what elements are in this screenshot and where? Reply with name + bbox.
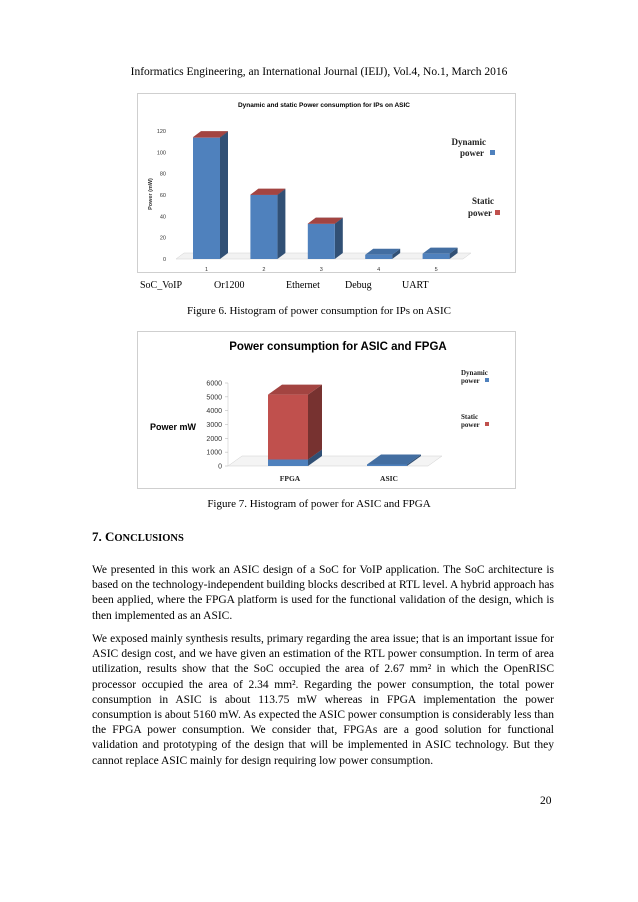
x-tick-label: ASIC xyxy=(380,474,398,483)
y-tick-label: 120 xyxy=(156,129,166,135)
legend-label: power xyxy=(468,208,492,218)
y-tick-label: 4000 xyxy=(206,408,222,416)
y-tick-label: 40 xyxy=(159,214,166,221)
legend-item xyxy=(461,413,489,429)
legend-label: Dynamic xyxy=(461,369,488,377)
section-number: 7. xyxy=(92,529,102,544)
paragraph: We presented in this work an ASIC design of a SoC for VoIP application. The SoC architecture is based on the technology-independent building blocks described at RTL level. A hybrid approach has been applied, where the FPGA platform is used for the functional validation of the design, which is then implemented as an ASIC. xyxy=(92,564,554,622)
y-axis-label: Power mW xyxy=(150,422,197,432)
x-tick-label: FPGA xyxy=(279,474,301,483)
figure-6-svg xyxy=(138,94,515,272)
bar xyxy=(268,385,322,460)
legend-label: Static xyxy=(472,196,494,206)
paragraph: We exposed mainly synthesis results, primary regarding the area issue; that is an important issue for ASIC design cost, and we have given an estimation of the RTL power consumption. In term of area utilization, results show that the SoC occupied the area of 2.67 mm² in which the OpenRISC processor occupied the area of 2.34 mm². Regarding the power consumption, the total power consumption in ASIC is about 113.75 mW whereas in FPGA implementation the power consumption is about 5160 mW. As expected the ASIC power consumption is considerably less than the FPGA power consumption. We consider that, FPGAs are a good solution for functional validation and prototyping of the design that will be implemented in ASIC technology. But they cannot replace ASIC mainly for design requiring low power consumption. xyxy=(92,633,554,767)
bar xyxy=(308,218,343,259)
legend-label: Static xyxy=(461,413,479,421)
y-tick-label: 20 xyxy=(159,235,166,242)
category-label: Ethernet xyxy=(286,280,320,291)
legend-item xyxy=(468,196,500,218)
y-tick-label: 0 xyxy=(162,257,166,263)
bar xyxy=(193,132,228,259)
category-label: Or1200 xyxy=(214,280,245,291)
legend-item xyxy=(452,137,496,158)
y-tick-label: 5000 xyxy=(206,394,222,402)
section-title-initial: C xyxy=(105,529,115,544)
x-tick-label: 1 xyxy=(204,267,209,272)
section-heading xyxy=(92,529,184,545)
y-axis-label: Power (mW) xyxy=(148,178,154,210)
x-tick-label: 2 xyxy=(262,267,266,272)
x-tick-label: 5 xyxy=(434,267,438,272)
running-header: Informatics Engineering, an International Journal (IEIJ), Vol.4, No.1, March 2016 xyxy=(130,66,508,78)
figure-7-chart xyxy=(137,331,516,489)
figure-6-caption: Figure 6. Histogram of power consumption for IPs on ASIC xyxy=(187,305,451,317)
y-tick-label: 3000 xyxy=(206,422,222,429)
legend-swatch xyxy=(485,378,489,382)
y-tick-label: 1000 xyxy=(206,449,222,457)
figure-7-caption: Figure 7. Histogram of power for ASIC and FPGA xyxy=(207,498,431,510)
section-title xyxy=(105,529,184,544)
bar xyxy=(250,189,285,259)
y-tick-label: 6000 xyxy=(206,380,222,388)
legend-label: power xyxy=(460,148,484,158)
y-tick-label: 2000 xyxy=(206,435,222,443)
legend-swatch xyxy=(485,422,489,426)
page-number: 20 xyxy=(540,795,552,807)
x-tick-label: 3 xyxy=(319,267,323,272)
chart-title: Dynamic and static Power consumption for IPs on ASIC xyxy=(237,102,411,109)
legend-label: power xyxy=(461,421,480,429)
category-label: Debug xyxy=(345,280,372,291)
legend-label: Dynamic xyxy=(451,137,486,147)
chart-title: Power consumption for ASIC and FPGA xyxy=(229,341,447,353)
figure-6-chart xyxy=(137,93,516,273)
y-tick-label: 60 xyxy=(159,193,166,199)
y-tick-label: 0 xyxy=(218,463,222,471)
y-tick-label: 80 xyxy=(159,171,166,178)
legend-item xyxy=(461,369,489,385)
figure-7-svg xyxy=(138,332,515,488)
x-tick-label: 4 xyxy=(377,267,381,272)
section-title-rest: ONCLUSIONS xyxy=(114,533,184,544)
category-label: SoC_VoIP xyxy=(140,280,183,291)
category-label: UART xyxy=(402,280,429,291)
y-tick-label: 100 xyxy=(156,150,166,157)
legend-swatch xyxy=(495,210,500,215)
legend-swatch xyxy=(490,150,495,155)
legend-label: power xyxy=(461,377,480,385)
